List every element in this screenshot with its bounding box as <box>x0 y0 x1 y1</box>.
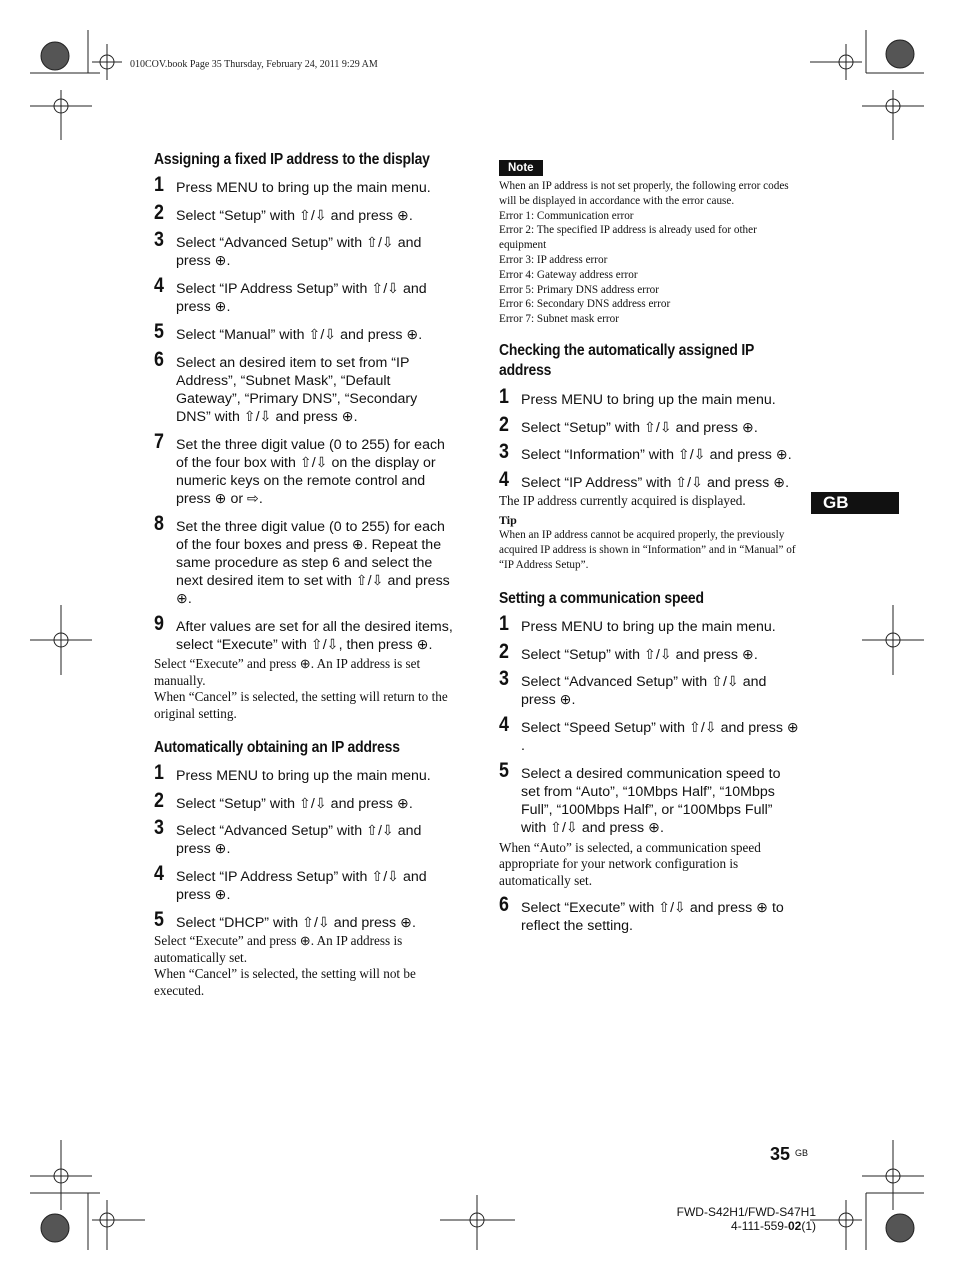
note-line: When an IP address is not set properly, the following error codes will be displayed in accordance with the error cause. <box>499 180 789 207</box>
step-item <box>499 758 799 837</box>
fixed-ip-steps <box>154 173 454 654</box>
right-column <box>499 158 799 935</box>
up-down-arrow-icon: ⇧/⇩ <box>644 646 672 663</box>
up-down-arrow-icon: ⇧/⇩ <box>299 796 327 812</box>
step-text: Select “Information” with <box>521 446 678 463</box>
step-number: 8 <box>154 512 164 535</box>
up-down-arrow-icon: ⇧/⇩ <box>644 419 672 436</box>
step-text: and press <box>176 823 422 857</box>
enter-button-icon: ⊕ <box>396 208 409 224</box>
step-text: and press <box>671 646 742 663</box>
step-item <box>154 789 454 813</box>
step-item <box>154 612 454 654</box>
step-item <box>499 439 799 464</box>
step-number: 7 <box>154 430 164 453</box>
step-text: . <box>785 474 790 491</box>
auto-ip-execute-note <box>154 933 454 966</box>
note-text: . An IP address is automatically set. <box>154 933 403 965</box>
up-down-arrow-icon: ⇧/⇩ <box>308 327 337 343</box>
step-text: Select “Advanced Setup” with <box>176 235 367 251</box>
step-text: Select “Setup” with <box>176 796 300 812</box>
step-text: and press <box>685 900 757 917</box>
step-text: . <box>187 591 192 607</box>
language-tab-label: GB <box>823 493 849 512</box>
fixed-ip-cancel-note: When “Cancel” is selected, the setting will return to the original setting. <box>154 689 448 721</box>
step-text: Select an desired item to set from “IP Address”, “Subnet Mask”, “Default Gateway”, “Primary DNS”, “Secondary DNS” with <box>176 355 418 425</box>
up-down-arrow-icon: ⇧/⇩ <box>688 719 717 736</box>
step-text: on the display or numeric keys on the remote control and press <box>176 455 436 507</box>
step-text: . <box>521 737 525 754</box>
step-text: . <box>753 419 758 436</box>
enter-button-icon: ⊕ <box>400 915 412 931</box>
step-text: , then press <box>338 637 417 653</box>
step-number: 1 <box>499 384 509 408</box>
step-item <box>499 384 799 409</box>
enter-button-icon: ⊕ <box>214 253 227 269</box>
step-text: and press <box>329 915 401 931</box>
step-text: Press MENU to bring up the main menu. <box>521 391 776 408</box>
page-number-suffix: GB <box>795 1148 809 1158</box>
note-text: . An IP address is set manually. <box>154 656 421 688</box>
enter-button-icon: ⊕ <box>214 299 227 315</box>
part-code-suffix: (1) <box>801 1219 816 1233</box>
step-text: . <box>418 327 423 343</box>
up-down-arrow-icon: ⇧/⇩ <box>711 673 739 690</box>
enter-button-icon: ⊕ <box>214 841 227 857</box>
step-number: 2 <box>499 639 509 663</box>
step-text: Select “Setup” with <box>176 208 300 224</box>
step-text: and press <box>336 327 407 343</box>
part-code <box>0 1219 816 1233</box>
step-text: Select a desired communication speed to set from “Auto”, “10Mbps Half”, “10Mbps Full”, “100Mbps Half”, or “100Mbps Full” with <box>521 765 781 836</box>
step-number: 5 <box>154 908 164 931</box>
step-item <box>499 611 799 636</box>
enter-button-icon: ⊕ <box>416 637 429 653</box>
step-text: After values are set for all the desired items, select “Execute” with <box>176 619 453 653</box>
step-text: . <box>408 208 413 224</box>
step-item <box>154 348 454 426</box>
step-number: 4 <box>499 712 509 736</box>
step-text: . <box>428 637 433 653</box>
step-text: . <box>226 841 231 857</box>
step-item <box>499 639 799 664</box>
up-down-arrow-icon: ⇧/⇩ <box>355 573 384 589</box>
step-item <box>154 761 454 785</box>
step-text: . <box>408 796 413 812</box>
section-title-check-ip: Checking the automatically assigned IP address <box>499 341 754 379</box>
step-item <box>154 274 454 316</box>
step-item <box>154 862 454 904</box>
tip-label: Tip <box>499 513 517 528</box>
step-number: 1 <box>499 611 509 635</box>
step-text: and press <box>176 235 422 269</box>
enter-button-icon: ⊕ <box>741 419 754 436</box>
step-item <box>499 467 799 492</box>
step-text: Select “Setup” with <box>521 419 645 436</box>
step-text: and press <box>705 446 776 463</box>
step-text: and press <box>671 419 742 436</box>
up-down-arrow-icon: ⇧/⇩ <box>658 900 686 917</box>
step-text: or <box>226 491 248 507</box>
step-text: . <box>411 915 416 931</box>
model-info <box>0 1205 816 1233</box>
step-text: Select “IP Address Setup” with <box>176 281 372 297</box>
up-down-arrow-icon: ⇧/⇩ <box>675 474 704 491</box>
book-info-header: 010COV.book Page 35 Thursday, February 24, 2011 9:29 AM <box>130 59 378 70</box>
note-line: Error 2: The specified IP address is already used for other equipment <box>499 224 757 252</box>
step-text: . <box>226 299 231 315</box>
enter-button-icon: ⊕ <box>559 691 572 708</box>
step-text: and press <box>326 208 397 224</box>
fixed-ip-execute-note <box>154 656 454 689</box>
step-number: 3 <box>499 666 509 690</box>
enter-button-icon: ⊕ <box>341 409 354 425</box>
step-item <box>154 908 454 932</box>
note-line: Error 6: Secondary DNS address error <box>499 298 671 311</box>
step-item <box>499 666 799 709</box>
step-item <box>154 512 454 608</box>
enter-button-icon: ⊕ <box>176 591 188 607</box>
step-text: and press <box>383 573 450 589</box>
step-item <box>154 320 454 344</box>
note-box <box>499 158 799 327</box>
note-line: Error 1: Communication error <box>499 209 634 222</box>
up-down-arrow-icon: ⇧/⇩ <box>371 869 400 885</box>
enter-button-icon: ⊕ <box>741 646 754 663</box>
enter-button-icon: ⊕ <box>299 933 311 948</box>
step-item <box>154 430 454 508</box>
step-text: and press <box>271 409 342 425</box>
enter-button-icon: ⊕ <box>775 446 788 463</box>
up-down-arrow-icon: ⇧/⇩ <box>550 819 578 836</box>
language-tab <box>811 492 899 514</box>
check-ip-steps <box>499 384 799 492</box>
step-text: Select “Advanced Setup” with <box>521 673 712 690</box>
step-text: . <box>787 446 792 463</box>
step-number: 2 <box>154 201 164 224</box>
enter-button-icon: ⊕ <box>773 474 786 491</box>
page-number: 35 <box>770 1144 791 1164</box>
step-text: to reflect the setting. <box>521 900 784 935</box>
up-down-arrow-icon: ⇧/⇩ <box>302 915 330 931</box>
enter-button-icon: ⊕ <box>299 656 311 671</box>
step-text: and press <box>176 281 427 315</box>
enter-button-icon: ⊕ <box>214 491 227 507</box>
step-text: Select “DHCP” with <box>176 915 303 931</box>
step-item <box>154 173 454 197</box>
step-number: 9 <box>154 612 164 635</box>
note-line: Error 3: IP address error <box>499 253 608 266</box>
step-number: 2 <box>499 412 509 436</box>
enter-button-icon: ⊕ <box>648 819 660 836</box>
note-text: Select “Execute” and press <box>154 933 300 948</box>
auto-speed-note: When “Auto” is selected, a communication speed appropriate for your network configuration is automatically set. <box>499 839 761 888</box>
step-text: and press <box>716 719 787 736</box>
step-item <box>154 228 454 270</box>
step-text: and press <box>326 796 397 812</box>
up-down-arrow-icon: ⇧/⇩ <box>366 823 394 839</box>
up-down-arrow-icon: ⇧/⇩ <box>299 455 328 471</box>
note-label: Note <box>499 160 543 176</box>
step-text: . Repeat the same procedure as step 6 and select the next desired item to set with <box>176 537 442 589</box>
up-down-arrow-icon: ⇧/⇩ <box>310 637 339 653</box>
step-text: Set the three digit value (0 to 255) for each of the four boxes and press <box>176 519 445 553</box>
enter-button-icon: ⊕ <box>756 900 769 917</box>
step-item <box>499 412 799 437</box>
enter-button-icon: ⊕ <box>786 719 799 736</box>
error-code-list <box>499 179 799 327</box>
step-text: Select “IP Address” with <box>521 474 676 491</box>
step-text: . <box>753 646 758 663</box>
step-number: 1 <box>154 761 164 784</box>
part-code-revision: 02 <box>787 1219 802 1233</box>
step-text: . <box>258 491 263 507</box>
step-item <box>154 816 454 858</box>
enter-button-icon: ⊕ <box>406 327 419 343</box>
step-number: 2 <box>154 789 164 812</box>
step-number: 1 <box>154 173 164 196</box>
up-down-arrow-icon: ⇧/⇩ <box>366 235 394 251</box>
step-number: 3 <box>154 228 164 251</box>
step-text: Select “Execute” with <box>521 900 659 917</box>
step-number: 6 <box>499 893 509 917</box>
step-text: Set the three digit value (0 to 255) for each of the four box with <box>176 437 445 471</box>
up-down-arrow-icon: ⇧/⇩ <box>371 281 400 297</box>
tip-text: When an IP address cannot be acquired properly, the previously acquired IP address is shown in “Information” and in “Manual” of “IP Address Setup”. <box>499 529 796 572</box>
speed-steps <box>499 611 799 837</box>
note-line: Error 7: Subnet mask error <box>499 313 619 326</box>
step-number: 3 <box>499 439 509 463</box>
step-text: Select “Advanced Setup” with <box>176 823 367 839</box>
step-text: . <box>226 887 231 903</box>
step-item <box>499 712 799 755</box>
step-text: and press <box>176 869 427 903</box>
step-text: and press <box>703 474 774 491</box>
note-line: Error 5: Primary DNS address error <box>499 283 660 296</box>
step-number: 5 <box>499 758 509 782</box>
step-number: 4 <box>154 274 164 297</box>
section-title-fixed-ip: Assigning a fixed IP address to the display <box>154 151 430 168</box>
step-number: 3 <box>154 816 164 839</box>
section-title-auto-ip: Automatically obtaining an IP address <box>154 739 400 756</box>
step-text: Press MENU to bring up the main menu. <box>176 180 431 196</box>
auto-ip-steps <box>154 761 454 932</box>
step-text: Press MENU to bring up the main menu. <box>176 768 431 784</box>
up-down-arrow-icon: ⇧/⇩ <box>299 208 327 224</box>
step-text: . <box>659 819 664 836</box>
step-text: Select “Manual” with <box>176 327 309 343</box>
step-text: and press <box>577 819 649 836</box>
model-number: FWD-S42H1/FWD-S47H1 <box>676 1205 816 1219</box>
step-item <box>499 893 799 935</box>
part-code-prefix: 4-111-559- <box>731 1219 788 1233</box>
step-text: Press MENU to bring up the main menu. <box>521 618 776 635</box>
step-number: 4 <box>154 862 164 885</box>
up-down-arrow-icon: ⇧/⇩ <box>243 409 272 425</box>
left-column <box>154 150 454 999</box>
step-text: . <box>353 409 358 425</box>
step-text: Select “Speed Setup” with <box>521 719 689 736</box>
step-number: 4 <box>499 467 509 491</box>
step-text: and press <box>521 673 767 708</box>
up-down-arrow-icon: ⇧/⇩ <box>677 446 706 463</box>
step-text: Select “IP Address Setup” with <box>176 869 372 885</box>
enter-button-icon: ⊕ <box>396 796 409 812</box>
section-title-speed: Setting a communication speed <box>499 589 704 607</box>
auto-ip-cancel-note: When “Cancel” is selected, the setting will not be executed. <box>154 966 416 998</box>
enter-button-icon: ⊕ <box>214 887 227 903</box>
step-text: . <box>571 691 576 708</box>
step-number: 5 <box>154 320 164 343</box>
step-text: Select “Setup” with <box>521 646 645 663</box>
step-number: 6 <box>154 348 164 371</box>
ip-displayed-text: The IP address currently acquired is displayed. <box>499 492 746 508</box>
note-line: Error 4: Gateway address error <box>499 268 638 281</box>
step-item <box>154 201 454 225</box>
enter-button-icon: ⊕ <box>351 537 364 553</box>
note-text: Select “Execute” and press <box>154 656 300 671</box>
right-arrow-icon: ⇨ <box>247 491 259 507</box>
step-text: . <box>226 253 231 269</box>
